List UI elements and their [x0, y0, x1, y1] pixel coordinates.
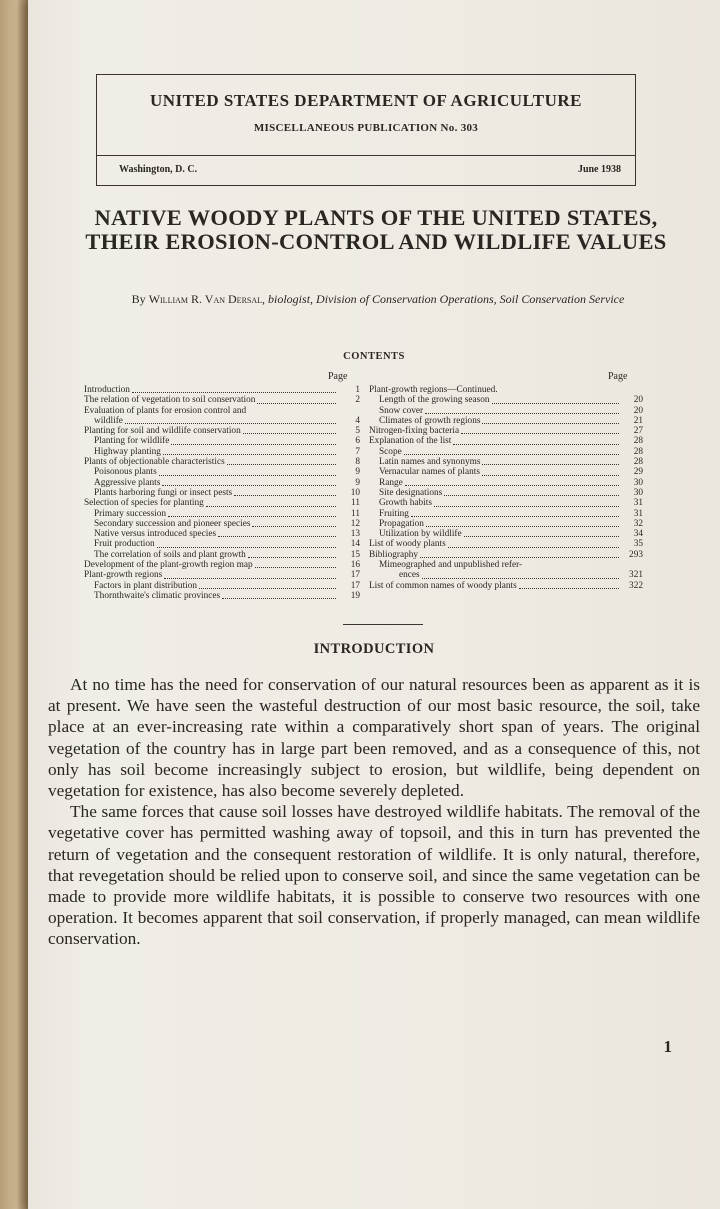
contents-leader-dots — [157, 547, 336, 548]
contents-entry — [369, 447, 643, 457]
publication-place: Washington, D. C. — [119, 164, 198, 175]
contents-entry-page: 4 — [355, 415, 360, 426]
contents-leader-dots — [411, 516, 619, 517]
contents-entry-page: 12 — [350, 518, 360, 529]
introduction-body — [48, 674, 700, 950]
contents-leader-dots — [453, 444, 619, 445]
contents-entry-label: Range — [379, 477, 403, 488]
contents-leader-dots — [422, 578, 619, 579]
introduction-heading: INTRODUCTION — [313, 641, 435, 657]
contents-entry — [369, 519, 643, 529]
contents-entry-label: Snow cover — [379, 405, 424, 416]
contents-entry — [369, 550, 643, 560]
contents-entry-page: 29 — [633, 467, 643, 478]
contents-entry-page: 7 — [355, 446, 360, 457]
contents-entry-label: Vernacular names of plants — [379, 467, 480, 478]
paragraph: The same forces that cause soil losses have destroyed wildlife habitats. The removal of the vegetative cover has permitted washing away of topsoil, and this in turn has prevented the return of vegetation and the consequent restoration of wildlife. It is only natural, therefore, that revegetation should be relied upon to conserve soil, and since the same vegetation can be made to provide more wildlife habitats, it is possible to conserve two resources with one operation. It becomes apparent that soil conservation, if properly managed, can mean wildlife conservation. — [48, 802, 700, 949]
contents-entry-page: 35 — [633, 539, 643, 550]
contents-leader-dots — [444, 495, 619, 496]
byline — [88, 292, 668, 306]
contents-entry-page: 11 — [351, 508, 360, 519]
contents-leader-dots — [420, 557, 619, 558]
left-page-label: Page — [328, 371, 348, 382]
contents-entry-page: 28 — [633, 457, 643, 468]
contents-entry — [369, 406, 643, 416]
publication-date: June 1938 — [577, 164, 621, 175]
author-name: William R. Van Dersal, — [148, 292, 266, 306]
contents-leader-dots — [426, 526, 619, 527]
contents-entry-label: Plant-growth regions—Continued. — [369, 385, 498, 395]
contents-entry-page: 10 — [350, 487, 360, 498]
department-name: UNITED STATES DEPARTMENT OF AGRICULTURE — [149, 91, 583, 110]
contents-entry-label: Scope — [379, 446, 402, 457]
contents-leader-dots — [519, 588, 619, 589]
contents-entry-label: Aggressive plants — [94, 477, 161, 488]
contents-entry-page: 8 — [355, 457, 360, 468]
contents-entry-label: Evaluation of plants for erosion control and — [84, 405, 247, 416]
contents-leader-dots — [425, 413, 619, 414]
page-number: 1 — [663, 1037, 672, 1056]
contents-entry — [84, 519, 360, 529]
contents-entry-label: Utilization by wildlife — [379, 529, 462, 540]
contents-entry — [369, 488, 643, 498]
contents-entry-label: Site designations — [379, 487, 443, 498]
contents-entry-page: 2 — [355, 395, 360, 406]
contents-entry — [84, 570, 360, 580]
right-page-label: Page — [608, 371, 628, 382]
contents-entry-page: 20 — [633, 405, 643, 416]
contents-entry — [84, 426, 360, 436]
contents-leader-dots — [234, 495, 336, 496]
contents-entry-page: 9 — [355, 477, 360, 488]
contents-entry-label: Development of the plant-growth region map — [84, 560, 253, 571]
contents-entry-label: Bibliography — [369, 549, 419, 560]
contents-leader-dots — [164, 578, 336, 579]
contents-entry — [369, 560, 643, 570]
contents-entry-label: ences — [399, 570, 420, 581]
book-spine — [0, 0, 28, 1209]
contents-entry — [369, 478, 643, 488]
contents-entry-label: List of common names of woody plants — [369, 580, 517, 591]
contents-entry-label: Introduction — [84, 385, 130, 395]
contents-entry — [84, 447, 360, 457]
contents-leader-dots — [482, 464, 619, 465]
contents-entry-label: Plants of objectionable characteristics — [84, 457, 225, 468]
contents-leader-dots — [125, 423, 336, 424]
contents-entry — [84, 488, 360, 498]
contents-entry-page: 32 — [633, 518, 643, 529]
contents-entry — [84, 457, 360, 467]
contents-entry-page: 28 — [633, 436, 643, 447]
contents-entry — [369, 529, 643, 539]
contents-entry — [84, 509, 360, 519]
contents-entry-page: 30 — [633, 477, 643, 488]
contents-entry-label: List of woody plants — [369, 539, 446, 550]
contents-entry-label: Planting for soil and wildlife conservation — [84, 426, 241, 437]
contents-entry-label: Latin names and synonyms — [379, 457, 481, 468]
contents-entry — [84, 581, 360, 591]
contents-entry-label: Poisonous plants — [94, 467, 157, 478]
contents-leader-dots — [257, 403, 336, 404]
contents-leader-dots — [404, 454, 619, 455]
contents-entry — [84, 385, 360, 395]
contents-entry — [84, 467, 360, 477]
contents-leader-dots — [218, 536, 336, 537]
contents-entry-label: Primary succession — [94, 508, 167, 519]
contents-leader-dots — [464, 536, 619, 537]
contents-leader-dots — [168, 516, 336, 517]
contents-entry-page: 30 — [633, 487, 643, 498]
contents-heading: CONTENTS — [343, 351, 405, 362]
contents-entry-label: Climates of growth regions — [379, 415, 481, 426]
contents-entry — [369, 539, 643, 549]
contents-entry — [84, 529, 360, 539]
contents-leader-dots — [405, 485, 619, 486]
contents-entry — [369, 416, 643, 426]
contents-leader-dots — [243, 433, 336, 434]
contents-entry-page: 16 — [350, 560, 360, 571]
contents-entry-page: 27 — [633, 426, 643, 437]
contents-entry-page: 293 — [629, 549, 643, 560]
contents-entry-label: The relation of vegetation to soil conservation — [84, 395, 256, 406]
contents-entry-page: 322 — [629, 580, 643, 591]
contents-entry-label: Plants harboring fungi or insect pests — [94, 487, 233, 498]
contents-entry-label: The correlation of soils and plant growth — [94, 549, 246, 560]
contents-entry — [369, 467, 643, 477]
contents-entry-label: Highway planting — [94, 446, 161, 457]
author-role: biologist, Division of Conservation Operations, Soil Conservation Service — [268, 292, 625, 306]
contents-entry-label: Nitrogen-fixing bacteria — [369, 426, 460, 437]
contents-entry-label: Fruiting — [379, 508, 409, 519]
byline-prefix: By — [131, 292, 146, 306]
contents-entry-page: 20 — [633, 395, 643, 406]
contents-entry-label: Growth habits — [379, 498, 432, 509]
contents-left-column — [84, 385, 360, 601]
contents-entry — [369, 426, 643, 436]
contents-leader-dots — [448, 547, 619, 548]
contents-leader-dots — [492, 403, 619, 404]
contents-entry — [369, 457, 643, 467]
contents-entry-page: 11 — [351, 498, 360, 509]
contents-entry-label: Thornthwaite's climatic provinces — [94, 590, 221, 601]
contents-entry — [84, 406, 360, 416]
contents-right-column — [369, 385, 643, 591]
contents-entry-label: Plant-growth regions — [84, 570, 163, 581]
contents-leader-dots — [163, 454, 336, 455]
contents-entry-page: 19 — [350, 590, 360, 601]
contents-leader-dots — [227, 464, 336, 465]
contents-entry — [84, 436, 360, 446]
publication-header-box — [96, 74, 636, 186]
contents-leader-dots — [222, 598, 336, 599]
contents-entry-label: Mimeographed and unpublished refer- — [379, 560, 523, 571]
contents-entry-page: 321 — [629, 570, 643, 581]
contents-entry-page: 17 — [350, 570, 360, 581]
paragraph: At no time has the need for conservation of our natural resources been as apparent as it is at present. We have seen the wasteful destruction of our most basic resource, the soil, take place at an ever-increasing rate within a comparatively short span of years. The original vegetation of the country has in large part been removed, and as a consequence of this, not only has soil become increasingly subject to erosion, but wildlife, being dependent on vegetation for existence, has also become severely depleted. — [48, 675, 700, 801]
contents-leader-dots — [206, 506, 336, 507]
contents-leader-dots — [248, 557, 336, 558]
contents-leader-dots — [434, 506, 619, 507]
contents-leader-dots — [171, 444, 336, 445]
contents-entry-page: 1 — [355, 385, 360, 395]
contents-entry — [84, 478, 360, 488]
contents-entry-page: 6 — [355, 436, 360, 447]
contents-entry — [369, 498, 643, 508]
contents-entry — [84, 560, 360, 570]
contents-entry-page: 21 — [633, 415, 643, 426]
contents-entry-label: Selection of species for planting — [84, 498, 204, 509]
contents-entry-page: 28 — [633, 446, 643, 457]
contents-entry-label: Explanation of the list — [369, 436, 452, 447]
contents-entry-page: 31 — [633, 508, 643, 519]
contents-leader-dots — [159, 475, 336, 476]
contents-entry — [369, 395, 643, 405]
contents-entry — [84, 498, 360, 508]
contents-leader-dots — [162, 485, 336, 486]
document-page — [28, 0, 720, 1209]
contents-entry-label: Propagation — [379, 518, 424, 529]
contents-entry-page: 17 — [350, 580, 360, 591]
document-title: NATIVE WOODY PLANTS OF THE UNITED STATES, THEIR EROSION-CONTROL AND WILDLIFE VALUES — [85, 205, 667, 254]
contents-entry-label: Factors in plant distribution — [94, 580, 198, 591]
header-divider — [97, 155, 635, 156]
contents-entry-label: wildlife — [94, 415, 123, 426]
contents-entry-label: Fruit production — [94, 539, 155, 550]
contents-entry — [369, 385, 643, 395]
contents-leader-dots — [252, 526, 336, 527]
contents-entry — [369, 581, 643, 591]
contents-entry-page: 5 — [355, 426, 360, 437]
section-divider — [343, 624, 423, 625]
contents-entry — [84, 550, 360, 560]
contents-entry-page: 13 — [350, 529, 360, 540]
contents-entry-page: 14 — [350, 539, 360, 550]
contents-leader-dots — [482, 475, 619, 476]
contents-entry — [84, 395, 360, 405]
contents-entry — [84, 539, 360, 549]
contents-leader-dots — [482, 423, 619, 424]
contents-entry-page: 34 — [633, 529, 643, 540]
contents-entry — [369, 436, 643, 446]
contents-entry-label: Length of the growing season — [379, 395, 490, 406]
publication-number: MISCELLANEOUS PUBLICATION No. 303 — [253, 122, 479, 134]
contents-entry — [84, 591, 360, 601]
contents-entry-label: Secondary succession and pioneer species — [94, 518, 251, 529]
contents-entry-page: 9 — [355, 467, 360, 478]
contents-entry — [369, 570, 643, 580]
contents-leader-dots — [199, 588, 336, 589]
contents-entry-page: 15 — [350, 549, 360, 560]
contents-entry-label: Planting for wildlife — [94, 436, 170, 447]
contents-entry-page: 31 — [633, 498, 643, 509]
contents-entry — [84, 416, 360, 426]
contents-leader-dots — [461, 433, 619, 434]
contents-entry — [369, 509, 643, 519]
contents-entry-label: Native versus introduced species — [94, 529, 217, 540]
contents-leader-dots — [255, 567, 336, 568]
contents-leader-dots — [132, 392, 336, 393]
